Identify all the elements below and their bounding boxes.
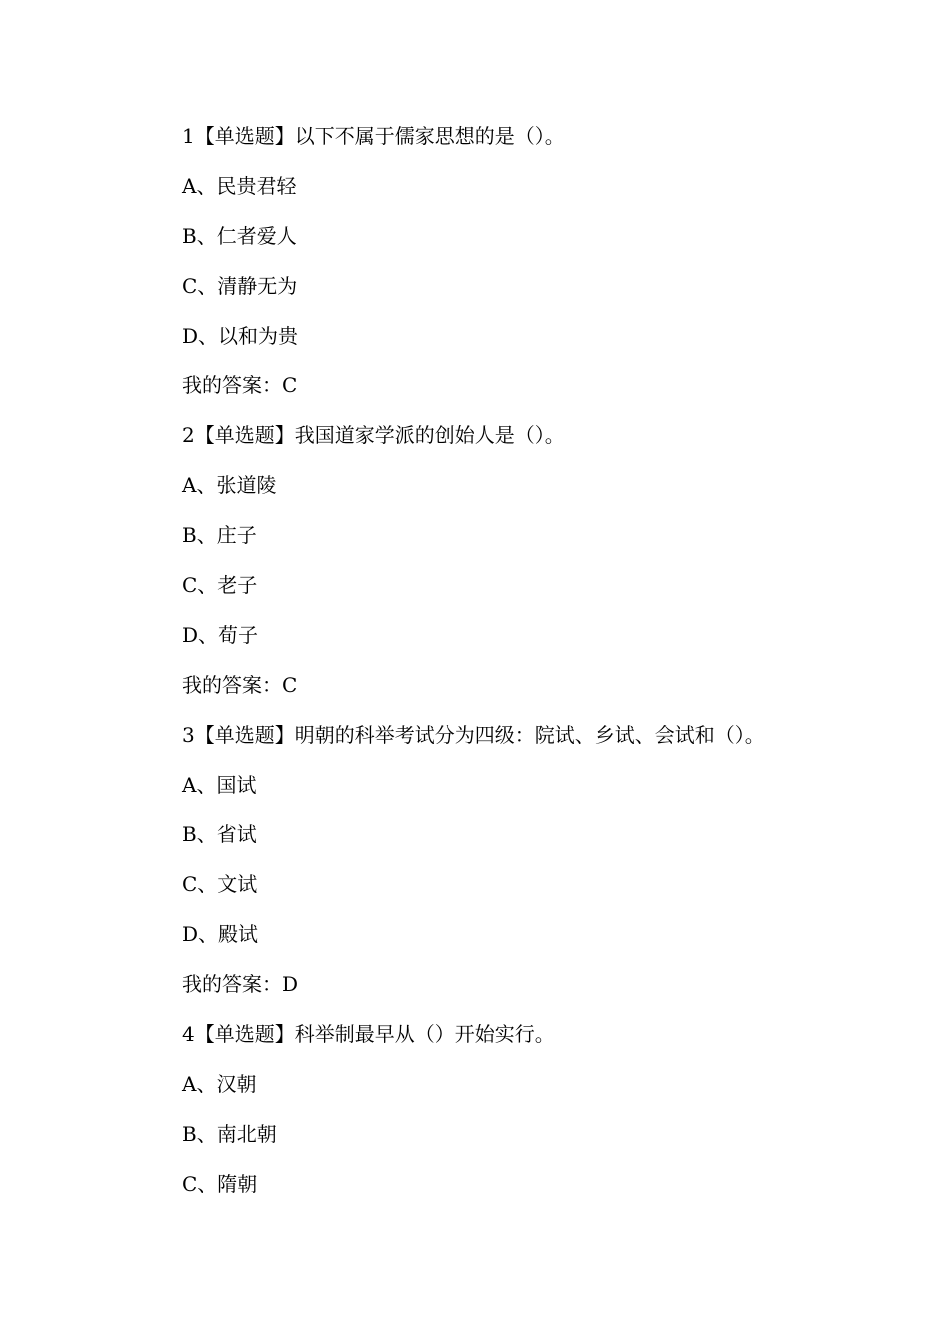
option-d: D、荀子 — [182, 622, 259, 647]
question-block — [182, 717, 882, 1016]
option-d: D、以和为贵 — [182, 323, 299, 348]
question-block — [182, 1016, 882, 1216]
question-stem: 2【单选题】我国道家学派的创始人是（）。 — [182, 423, 565, 448]
option-c: C、文试 — [182, 872, 258, 897]
option-d: D、殿试 — [182, 922, 259, 947]
option-c: C、老子 — [182, 573, 258, 598]
option-a: A、国试 — [182, 772, 257, 797]
option-b: B、南北朝 — [182, 1121, 277, 1146]
option-c: C、隋朝 — [182, 1171, 258, 1196]
question-block — [182, 118, 882, 417]
question-stem: 4【单选题】科举制最早从（）开始实行。 — [182, 1022, 555, 1047]
option-b: B、省试 — [182, 822, 257, 847]
question-stem: 1【单选题】以下不属于儒家思想的是（）。 — [182, 124, 565, 148]
question-list — [182, 118, 882, 1216]
my-answer: 我的答案：D — [182, 972, 299, 997]
option-a: A、民贵君轻 — [182, 173, 297, 198]
question-stem: 3【单选题】明朝的科举考试分为四级：院试、乡试、会试和（）。 — [182, 722, 765, 747]
question-block — [182, 417, 882, 716]
option-c: C、清静无为 — [182, 273, 298, 298]
my-answer: 我的答案：C — [182, 373, 298, 398]
option-a: A、汉朝 — [182, 1071, 257, 1096]
my-answer: 我的答案：C — [182, 672, 298, 697]
option-a: A、张道陵 — [182, 473, 277, 498]
option-b: B、仁者爱人 — [182, 223, 297, 248]
option-b: B、庄子 — [182, 523, 257, 548]
